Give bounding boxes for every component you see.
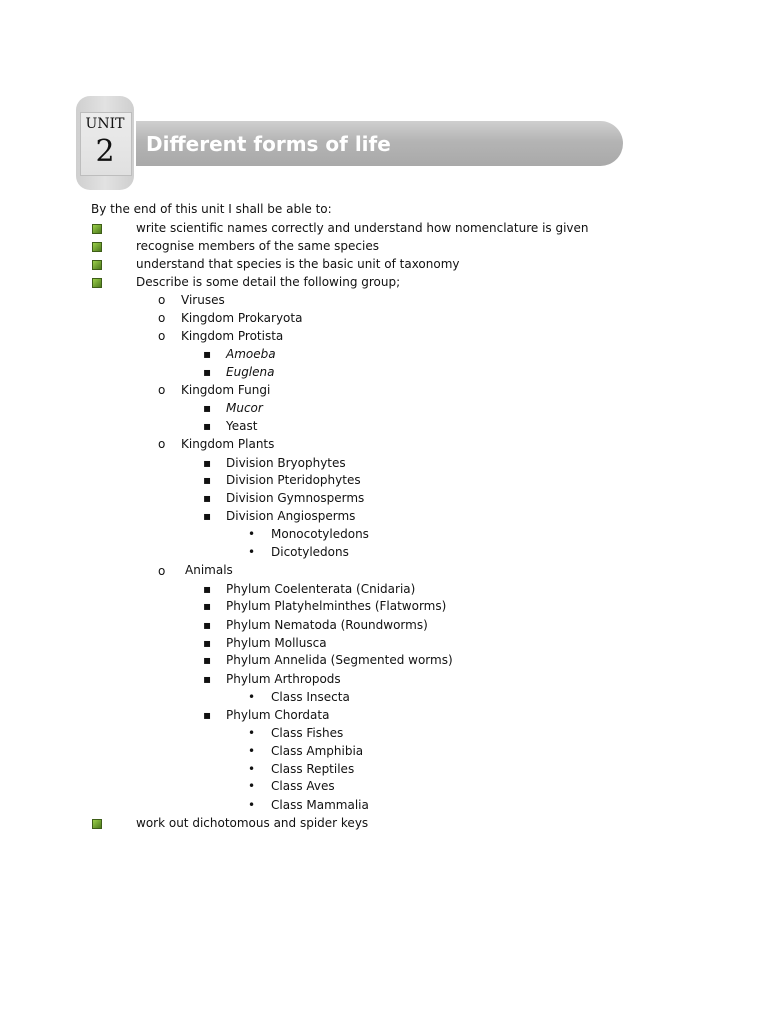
objective-item: understand that species is the basic unit of taxonomy <box>136 257 460 271</box>
square-bullet-icon: ▪ <box>203 653 212 667</box>
dot-bullet-icon: • <box>248 545 256 559</box>
division-item: Division Gymnosperms <box>226 491 365 505</box>
class-item: Class Mammalia <box>271 798 369 812</box>
square-bullet-icon: ▪ <box>203 365 212 379</box>
square-bullet-icon: ▪ <box>203 618 212 632</box>
phylum-item: Phylum Platyhelminthes (Flatworms) <box>226 599 447 613</box>
phylum-item: Phylum Chordata <box>226 708 330 722</box>
group-item: Kingdom Protista <box>181 329 284 343</box>
organism-item: Yeast <box>226 419 258 433</box>
square-bullet-icon: ▪ <box>203 401 212 415</box>
group-item: Kingdom Prokaryota <box>181 311 303 325</box>
unit-label: UNIT <box>85 116 125 132</box>
organism-item: Mucor <box>226 401 263 415</box>
page-title: Different forms of life <box>146 132 391 156</box>
circle-bullet-icon: o <box>158 437 166 451</box>
square-bullet-icon: ▪ <box>203 347 212 361</box>
organism-item: Euglena <box>226 365 275 379</box>
dot-bullet-icon: • <box>248 779 256 793</box>
group-item: Kingdom Plants <box>181 437 275 451</box>
square-bullet-icon: ▪ <box>203 636 212 650</box>
division-item: Division Angiosperms <box>226 509 356 523</box>
square-bullet-icon: ▪ <box>203 491 212 505</box>
dot-bullet-icon: • <box>248 798 256 812</box>
class-item: Class Aves <box>271 779 335 793</box>
green-square-bullet-icon <box>92 242 102 252</box>
green-square-bullet-icon <box>92 260 102 270</box>
objective-item: recognise members of the same species <box>136 239 379 253</box>
phylum-item: Phylum Nematoda (Roundworms) <box>226 618 428 632</box>
objective-item: write scientific names correctly and understand how nomenclature is given <box>136 221 589 235</box>
circle-bullet-icon: o <box>158 293 166 307</box>
class-item: Class Reptiles <box>271 762 355 776</box>
phylum-item: Phylum Coelenterata (Cnidaria) <box>226 582 416 596</box>
dot-bullet-icon: • <box>248 762 256 776</box>
intro-text: By the end of this unit I shall be able to: <box>91 202 332 216</box>
objective-item: work out dichotomous and spider keys <box>136 816 369 830</box>
green-square-bullet-icon <box>92 224 102 234</box>
dot-bullet-icon: • <box>248 726 256 740</box>
division-item: Division Bryophytes <box>226 456 346 470</box>
square-bullet-icon: ▪ <box>203 509 212 523</box>
group-item: Kingdom Fungi <box>181 383 271 397</box>
phylum-item: Phylum Annelida (Segmented worms) <box>226 653 453 667</box>
square-bullet-icon: ▪ <box>203 708 212 722</box>
square-bullet-icon: ▪ <box>203 599 212 613</box>
division-item: Division Pteridophytes <box>226 473 361 487</box>
class-item: Class Insecta <box>271 690 350 704</box>
dot-bullet-icon: • <box>248 744 256 758</box>
square-bullet-icon: ▪ <box>203 473 212 487</box>
green-square-bullet-icon <box>92 278 102 288</box>
group-item: Viruses <box>181 293 225 307</box>
class-item: Dicotyledons <box>271 545 349 559</box>
dot-bullet-icon: • <box>248 690 256 704</box>
square-bullet-icon: ▪ <box>203 672 212 686</box>
objective-item: Describe is some detail the following group; <box>136 275 401 289</box>
square-bullet-icon: ▪ <box>203 456 212 470</box>
circle-bullet-icon: o <box>158 383 166 397</box>
class-item: Class Amphibia <box>271 744 364 758</box>
green-square-bullet-icon <box>92 819 102 829</box>
circle-bullet-icon: o <box>158 329 166 343</box>
circle-bullet-icon: o <box>158 311 166 325</box>
phylum-item: Phylum Mollusca <box>226 636 327 650</box>
circle-bullet-icon: o <box>158 564 166 578</box>
phylum-item: Phylum Arthropods <box>226 672 341 686</box>
class-item: Monocotyledons <box>271 527 369 541</box>
unit-number: 2 <box>95 134 115 169</box>
group-item: Animals <box>185 563 233 577</box>
dot-bullet-icon: • <box>248 527 256 541</box>
square-bullet-icon: ▪ <box>203 582 212 596</box>
class-item: Class Fishes <box>271 726 344 740</box>
organism-item: Amoeba <box>226 347 276 361</box>
square-bullet-icon: ▪ <box>203 419 212 433</box>
